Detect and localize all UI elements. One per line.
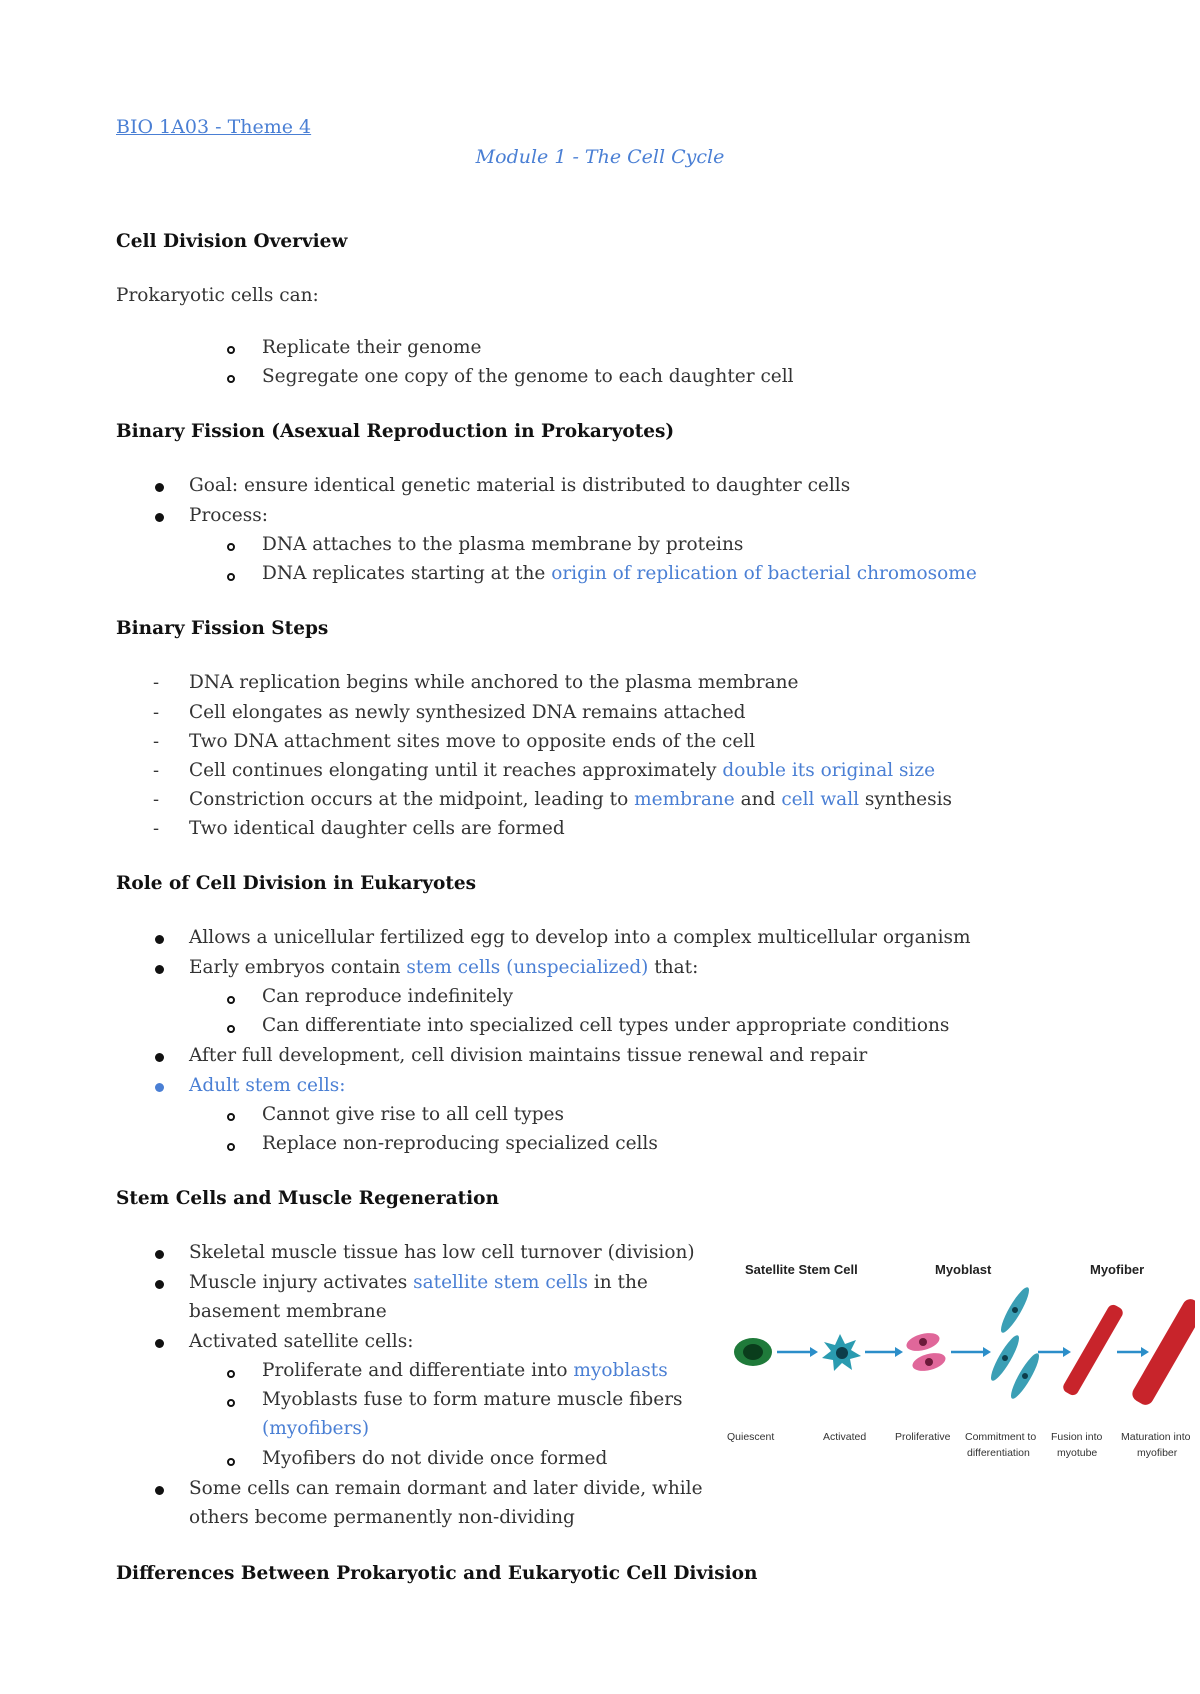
bullet-icon [155, 483, 164, 492]
caption-commitment: Commitment to [965, 1431, 1037, 1443]
eukaryotes-sub-2: Can differentiate into specialized cell types under appropriate conditions [262, 1015, 950, 1036]
quiescent-cell-icon [734, 1338, 772, 1366]
bullet-icon [155, 1280, 164, 1289]
muscle-bullet-2-cont: basement membrane [189, 1301, 387, 1322]
sub-bullet-icon [227, 1458, 235, 1466]
bullet-icon [155, 1486, 164, 1495]
step-5: Constriction occurs at the midpoint, leading to membrane and cell wall synthesis [189, 789, 952, 810]
caption-myotube: myotube [1057, 1447, 1098, 1459]
arrow-icon [1038, 1347, 1071, 1357]
step-4: Cell continues elongating until it reaches approximately double its original size [189, 760, 936, 781]
overview-intro: Prokaryotic cells can: [116, 285, 319, 306]
highlight-origin-of-replication: origin of replication of bacterial chromosome [551, 563, 977, 584]
myotube-icon [1061, 1303, 1125, 1398]
figure-label-myofiber: Myofiber [1090, 1262, 1145, 1277]
muscle-bullet-4-cont: others become permanently non-dividing [189, 1507, 575, 1528]
muscle-sub-2: Myoblasts fuse to form mature muscle fibers [262, 1389, 683, 1410]
sub-bullet-icon [227, 1025, 235, 1033]
caption-proliferative: Proliferative [895, 1431, 951, 1443]
arrow-icon [951, 1347, 991, 1357]
bullet-icon [155, 1053, 164, 1062]
heading-muscle-regeneration: Stem Cells and Muscle Regeneration [116, 1188, 499, 1209]
sub-bullet-icon [227, 1143, 235, 1151]
heading-binary-fission-steps: Binary Fission Steps [116, 618, 329, 639]
bullet-icon [155, 965, 164, 974]
eukaryotes-sub-4: Replace non-reproducing specialized cells [262, 1133, 658, 1154]
highlight-myoblasts: myoblasts [573, 1360, 668, 1381]
highlight-stem-cells: stem cells (unspecialized) [406, 957, 649, 978]
module-title: Module 1 - The Cell Cycle [475, 146, 725, 168]
eukaryotes-bullet-3: After full development, cell division maintains tissue renewal and repair [189, 1045, 868, 1066]
arrow-icon [865, 1347, 903, 1357]
muscle-bullet-4: Some cells can remain dormant and later divide, while [189, 1478, 703, 1499]
heading-differences: Differences Between Prokaryotic and Eukaryotic Cell Division [116, 1563, 758, 1584]
muscle-bullet-1: Skeletal muscle tissue has low cell turnover (division) [189, 1242, 695, 1263]
dash-marker: - [153, 760, 160, 781]
sub-bullet-icon [227, 1399, 235, 1407]
muscle-bullet-2: Muscle injury activates satellite stem cells in the [189, 1272, 648, 1293]
bullet-icon [155, 935, 164, 944]
eukaryotes-bullet-1: Allows a unicellular fertilized egg to develop into a complex multicellular organism [189, 927, 971, 948]
caption-differentiation: differentiation [967, 1447, 1030, 1459]
bullet-icon [155, 513, 164, 522]
muscle-sub-2-cont: (myofibers) [262, 1418, 370, 1439]
sub-bullet-icon [227, 346, 235, 354]
binary-fission-goal: Goal: ensure identical genetic material is distributed to daughter cells [189, 475, 851, 496]
heading-binary-fission: Binary Fission (Asexual Reproduction in Prokaryotes) [116, 421, 675, 442]
eukaryotes-bullet-4: Adult stem cells: [189, 1075, 346, 1096]
overview-item-2: Segregate one copy of the genome to each daughter cell [262, 366, 794, 387]
caption-quiescent: Quiescent [727, 1431, 775, 1443]
step-3: Two DNA attachment sites move to opposite ends of the cell [189, 731, 756, 752]
binary-fission-sub-2: DNA replicates starting at the origin of replication of bacterial chromosome [262, 563, 977, 584]
course-link[interactable]: BIO 1A03 - Theme 4 [116, 116, 312, 138]
highlight-satellite-stem-cells: satellite stem cells [413, 1272, 588, 1293]
sub-bullet-icon [227, 996, 235, 1004]
step-1: DNA replication begins while anchored to the plasma membrane [189, 672, 799, 693]
eukaryotes-sub-1: Can reproduce indefinitely [262, 986, 514, 1007]
step-2: Cell elongates as newly synthesized DNA remains attached [189, 702, 746, 723]
bullet-icon [155, 1250, 164, 1259]
caption-maturation: Maturation into [1121, 1431, 1191, 1443]
bullet-icon [155, 1083, 164, 1092]
activated-cell-icon [822, 1334, 861, 1371]
sub-bullet-icon [227, 1370, 235, 1378]
dash-marker: - [153, 789, 160, 810]
binary-fission-sub-1: DNA attaches to the plasma membrane by proteins [262, 534, 744, 555]
sub-bullet-icon [227, 375, 235, 383]
dash-marker: - [153, 702, 160, 723]
highlight-membrane: membrane [634, 789, 735, 810]
muscle-regeneration-figure [725, 1250, 1195, 1470]
heading-eukaryotes: Role of Cell Division in Eukaryotes [116, 873, 477, 894]
dash-marker: - [153, 818, 160, 839]
step-6: Two identical daughter cells are formed [189, 818, 565, 839]
highlight-double-size: double its original size [722, 760, 936, 781]
bullet-icon [155, 1339, 164, 1348]
eukaryotes-sub-3: Cannot give rise to all cell types [262, 1104, 564, 1125]
figure-label-satellite: Satellite Stem Cell [745, 1262, 858, 1277]
muscle-bullet-3: Activated satellite cells: [189, 1331, 414, 1352]
overview-item-1: Replicate their genome [262, 337, 482, 358]
arrow-icon [1117, 1347, 1149, 1357]
sub-bullet-icon [227, 573, 235, 581]
dash-marker: - [153, 731, 160, 752]
eukaryotes-bullet-2: Early embryos contain stem cells (unspecialized) that: [189, 957, 699, 978]
dash-marker: - [153, 672, 160, 693]
caption-fusion: Fusion into [1051, 1431, 1103, 1443]
proliferative-cells-icon [905, 1330, 948, 1374]
figure-label-myoblast: Myoblast [935, 1262, 992, 1277]
highlight-cell-wall: cell wall [781, 789, 860, 810]
caption-activated: Activated [823, 1431, 867, 1443]
sub-bullet-icon [227, 543, 235, 551]
sub-bullet-icon [227, 1113, 235, 1121]
binary-fission-process: Process: [189, 505, 268, 526]
heading-cell-division-overview: Cell Division Overview [116, 231, 348, 252]
muscle-sub-3: Myofibers do not divide once formed [262, 1448, 608, 1469]
caption-myofiber: myofiber [1137, 1447, 1178, 1459]
muscle-sub-1: Proliferate and differentiate into myoblasts [262, 1360, 668, 1381]
arrow-icon [777, 1347, 818, 1357]
myoblast-cells-icon [987, 1284, 1043, 1401]
